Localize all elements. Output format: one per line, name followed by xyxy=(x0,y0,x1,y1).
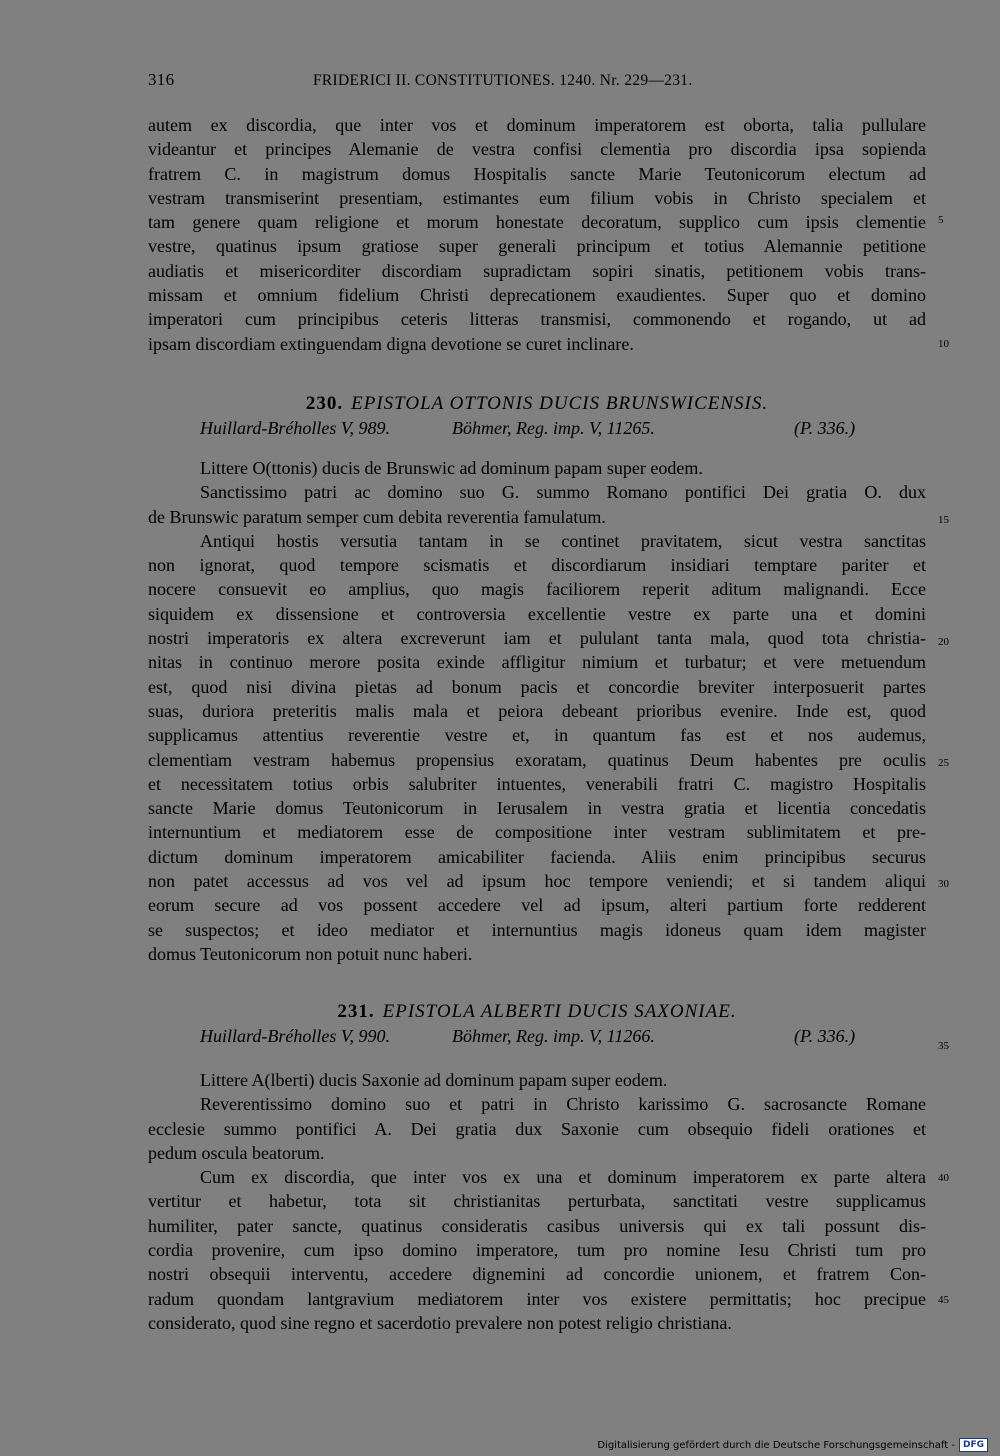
doc-230-heading xyxy=(148,392,926,441)
digitization-footer xyxy=(597,1437,988,1453)
text-line: vestre, quatinus ipsum gratiose super generali principum et totius Alemannie petitione xyxy=(148,236,926,257)
text-line: considerato, quod sine regno et sacerdotio prevalere non potest religio christiana. xyxy=(148,1312,732,1333)
text-line: ecclesie summo pontifici A. Dei gratia dux Saxonie cum obsequio fideli orationes et xyxy=(148,1118,926,1139)
page-number: 316 xyxy=(148,70,175,89)
text-line: clementiam vestram habemus propensius exoratam, quatinus Deum habentes pre oculis xyxy=(148,749,926,770)
text-line: eorum secure ad vos possent accedere vel ad ipsum, alteri partium forte redderent xyxy=(148,895,926,916)
text-line: internuntium et mediatorem esse de compositione inter vestram sublimitatem et pre- xyxy=(148,822,926,843)
text-line: dictum dominum imperatorem amicabiliter facienda. Aliis enim principibus securus xyxy=(148,846,926,867)
running-title: FRIDERICI II. CONSTITUTIONES. 1240. Nr. 229—231. xyxy=(313,72,693,89)
text-line: fratrem C. in magistrum domus Hospitalis sancte Marie Teutonicorum electum ad xyxy=(148,163,926,184)
source-p: (P. 336.) xyxy=(794,418,856,439)
source-huillard: Huillard-Bréholles V, 990. xyxy=(200,1026,390,1047)
doc-231-body xyxy=(148,1068,926,1335)
text-line: vertitur et habetur, tota sit christianitas perturbata, sanctitati vestre supplicamus xyxy=(148,1191,926,1212)
margin-line-number: 20 xyxy=(938,636,949,648)
text-line: sancte Marie domus Teutonicorum in Ierusalem in vestra gratia et licentia concedatis xyxy=(148,798,926,819)
text-line: pedum oscula beatorum. xyxy=(148,1142,325,1163)
source-boehmer: Böhmer, Reg. imp. V, 11265. xyxy=(452,418,655,439)
text-line: Sanctissimo patri ac domino suo G. summo Romano pontifici Dei gratia O. dux xyxy=(200,482,926,503)
source-p: (P. 336.) xyxy=(794,1026,856,1047)
margin-line-number: 35 xyxy=(938,1040,949,1052)
doc-231-heading xyxy=(148,1000,926,1049)
text-line: Reverentissimo domino suo et patri in Christo karissimo G. sacrosancte Romane xyxy=(200,1094,926,1115)
text-line: non ignorat, quod tempore scismatis et discordiarum insidiari temptare pariter et xyxy=(148,555,926,576)
source-citation xyxy=(148,416,926,440)
margin-line-number: 5 xyxy=(938,214,944,226)
text-line: Cum ex discordia, que inter vos ex una et dominum imperatorem ex parte altera xyxy=(200,1167,926,1188)
source-boehmer: Böhmer, Reg. imp. V, 11266. xyxy=(452,1026,655,1047)
margin-line-number: 10 xyxy=(938,338,949,350)
text-line: de Brunswic paratum semper cum debita reverentia famulatum. xyxy=(148,506,606,527)
text-line: imperatori cum principibus ceteris litteras transmisi, commonendo et rogando, ut ad xyxy=(148,309,926,330)
text-line: cordia provenire, cum ipso domino imperatore, tum pro nomine Iesu Christi tum pro xyxy=(148,1240,926,1261)
section-title-text: EPISTOLA OTTONIS DUCIS BRUNSWICENSIS. xyxy=(351,393,769,414)
margin-line-number: 45 xyxy=(938,1294,949,1306)
text-line: suas, duriora preteritis malis mala et peiora debeant prioribus evenire. Inde est, quod xyxy=(148,700,926,721)
dfg-logo: DFG xyxy=(959,1438,988,1452)
text-line: ipsam discordiam extinguendam digna devotione se curet inclinare. xyxy=(148,333,634,354)
text-line: Littere O(ttonis) ducis de Brunswic ad dominum papam super eodem. xyxy=(200,458,703,478)
text-line: est, quod nisi divina pietas ad bonum pacis et concordie breviter interposuerit partes xyxy=(148,676,926,697)
text-line: nocere consuevit eo amplius, quo magis faciliorem reperit aditum malignandi. Ecce xyxy=(148,579,926,600)
text-line: nostri imperatoris ex altera excreverunt iam et pululant tanta mala, quod tota christia- xyxy=(148,628,926,649)
text-line: Antiqui hostis versutia tantam in se continet pravitatem, sicut vestra sanctitas xyxy=(200,530,926,551)
text-line: tam genere quam religione et morum honestate decoratum, supplico cum ipsis clementie xyxy=(148,212,926,233)
section-title-text: EPISTOLA ALBERTI DUCIS SAXONIAE. xyxy=(382,1001,737,1022)
text-line: siquidem ex dissensione et controversia excellentie vestre ex parte una et domini xyxy=(148,603,926,624)
text-line: nostri obsequii interventu, accedere dignemini ad concordie unionem, et fratrem Con- xyxy=(148,1264,926,1285)
margin-line-number: 15 xyxy=(938,514,949,526)
text-line: missam et omnium fidelium Christi deprecationem exaudientes. Super quo et domino xyxy=(148,285,926,306)
text-line: radum quondam lantgravium mediatorem inter vos existere permittatis; hoc precipue xyxy=(148,1288,926,1309)
text-line: et necessitatem totius orbis salubriter intuentes, venerabili fratri C. magistro Hospitalis xyxy=(148,773,926,794)
text-line: videantur et principes Alemanie de vestra confisi clementia pro discordia ipsa sopienda xyxy=(148,139,926,160)
section-number: 230. xyxy=(305,393,344,414)
text-line: nitas in continuo merore posita exinde affligitur nimium et turbatur; et vere metuendum xyxy=(148,652,926,673)
page-header xyxy=(148,70,926,98)
section-title xyxy=(148,392,926,416)
text-line: se suspectos; et ideo mediator et internuntius magis idoneus quam idem magister xyxy=(148,919,926,940)
text-line: supplicamus attentius reverentie vestre et, in quantum fas est et nos audemus, xyxy=(148,725,926,746)
intro-paragraph xyxy=(148,113,926,356)
text-line: audiatis et misericorditer discordiam supradictam sopiri sinatis, petitionem vobis trans- xyxy=(148,260,926,281)
margin-line-number: 30 xyxy=(938,878,949,890)
margin-line-number: 25 xyxy=(938,757,949,769)
margin-line-number: 40 xyxy=(938,1172,949,1184)
text-line: Littere A(lberti) ducis Saxonie ad dominum papam super eodem. xyxy=(200,1070,668,1090)
text-line: humiliter, pater sancte, quatinus consideratis casibus universis qui ex tali possunt dis- xyxy=(148,1215,926,1236)
text-line: non patet accessus ad vos vel ad ipsum hoc tempore veniendi; et si tandem aliqui xyxy=(148,871,926,892)
source-huillard: Huillard-Bréholles V, 989. xyxy=(200,418,390,439)
text-line: vestram transmiserint presentiam, estimantes eum filium vobis in Christo specialem et xyxy=(148,187,926,208)
source-citation xyxy=(148,1024,926,1048)
footer-text: Digitalisierung gefördert durch die Deutsche Forschungsgemeinschaft - xyxy=(597,1439,955,1451)
section-title xyxy=(148,1000,926,1024)
section-number: 231. xyxy=(337,1001,375,1022)
text-line: autem ex discordia, que inter vos et dominum imperatorem est oborta, talia pullulare xyxy=(148,115,926,135)
text-line: domus Teutonicorum non potuit nunc haberi. xyxy=(148,943,473,964)
doc-230-body xyxy=(148,456,926,966)
